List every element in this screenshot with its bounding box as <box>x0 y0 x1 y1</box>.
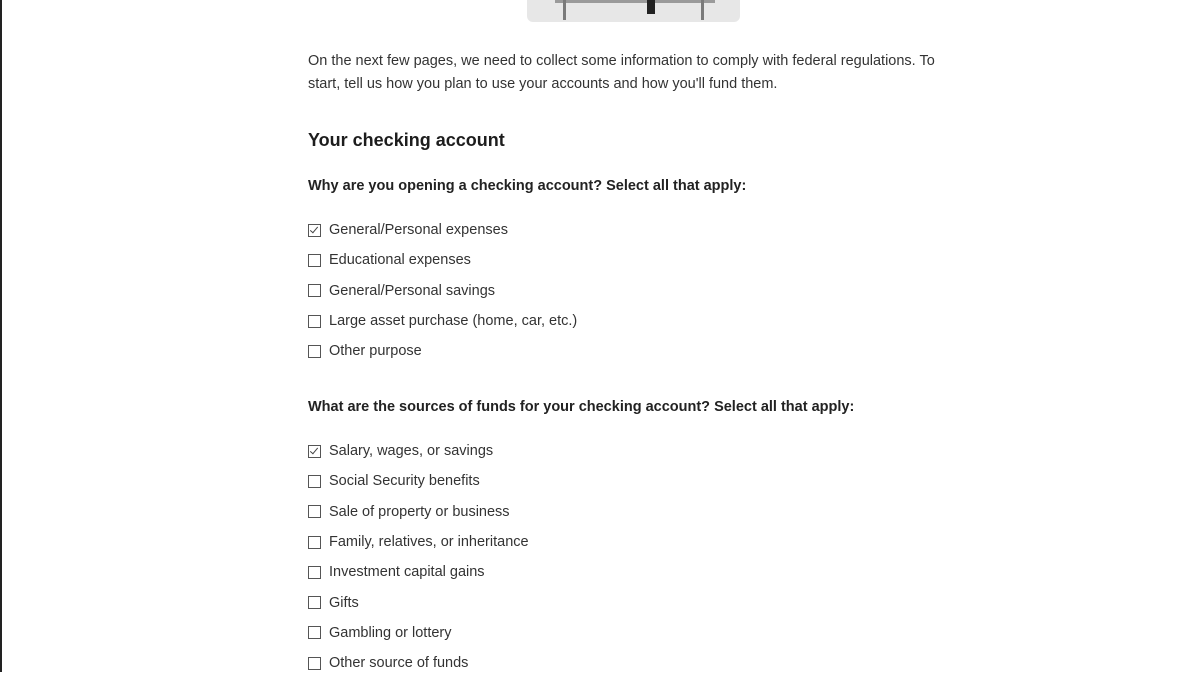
desk-leg-right <box>701 0 704 20</box>
desk-leg-left <box>563 0 566 20</box>
option-label: Gambling or lottery <box>329 624 452 641</box>
funds-options <box>308 436 529 678</box>
option-label: Family, relatives, or inheritance <box>329 534 529 551</box>
option-label: Sale of property or business <box>329 503 510 520</box>
form-content <box>308 50 948 672</box>
funds-option-gifts[interactable] <box>308 587 529 617</box>
option-label: Educational expenses <box>329 252 471 269</box>
option-label: General/Personal expenses <box>329 222 508 239</box>
purpose-option-other[interactable] <box>308 336 577 366</box>
option-label: General/Personal savings <box>329 282 496 299</box>
section-title: Your checking account <box>308 130 505 150</box>
checkbox[interactable] <box>308 254 321 267</box>
checkbox[interactable] <box>308 596 321 609</box>
option-label: Large asset purchase (home, car, etc.) <box>329 313 578 330</box>
funds-option-social-security[interactable] <box>308 466 529 496</box>
funds-option-salary[interactable] <box>308 436 529 466</box>
checkbox[interactable] <box>308 315 321 328</box>
checkbox[interactable] <box>308 505 321 518</box>
option-label: Other purpose <box>329 343 422 360</box>
purpose-question: Why are you opening a checking account? Select all that apply: <box>308 178 747 194</box>
checkbox[interactable] <box>308 657 321 670</box>
option-label: Investment capital gains <box>329 564 485 581</box>
purpose-option-educational-expenses[interactable] <box>308 245 577 275</box>
checkbox[interactable] <box>308 445 321 458</box>
funds-option-other[interactable] <box>308 648 529 678</box>
funds-option-gambling[interactable] <box>308 618 529 648</box>
desk-top-shape <box>555 0 715 3</box>
purpose-option-general-savings[interactable] <box>308 276 577 306</box>
desk-figure <box>647 0 655 14</box>
checkbox[interactable] <box>308 626 321 639</box>
option-label: Other source of funds <box>329 655 469 672</box>
funds-option-sale-property[interactable] <box>308 497 529 527</box>
window-left-edge <box>0 0 2 672</box>
checkbox[interactable] <box>308 475 321 488</box>
option-label: Gifts <box>329 594 359 611</box>
option-label: Salary, wages, or savings <box>329 443 494 460</box>
funds-question: What are the sources of funds for your checking account? Select all that apply: <box>308 399 855 415</box>
checkbox[interactable] <box>308 224 321 237</box>
purpose-option-general-expenses[interactable] <box>308 215 577 245</box>
checkbox[interactable] <box>308 566 321 579</box>
checkbox[interactable] <box>308 284 321 297</box>
purpose-options <box>308 215 577 366</box>
funds-option-investment[interactable] <box>308 557 529 587</box>
checkbox[interactable] <box>308 536 321 549</box>
purpose-option-large-asset[interactable] <box>308 306 577 336</box>
desk-illustration <box>527 0 740 22</box>
checkbox[interactable] <box>308 345 321 358</box>
option-label: Social Security benefits <box>329 473 480 490</box>
funds-option-family[interactable] <box>308 527 529 557</box>
intro-text: On the next few pages, we need to collect some information to comply with federal regulations. To start, tell us how you plan to use your accounts and how you'll fund them. <box>308 53 935 92</box>
